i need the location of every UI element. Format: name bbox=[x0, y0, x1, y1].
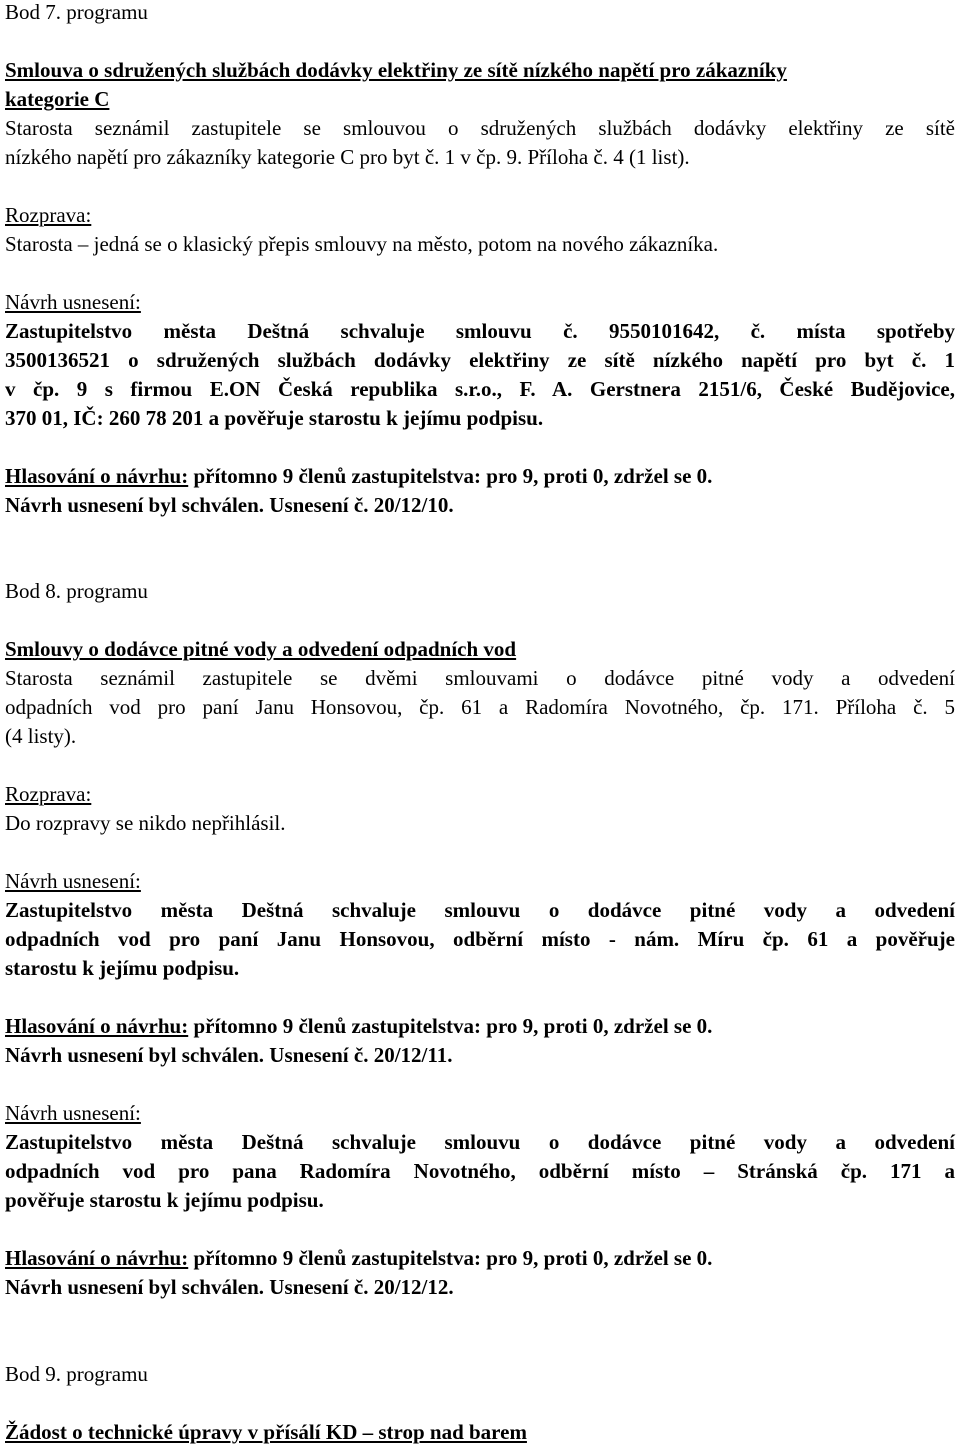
bod7-heading: Bod 7. programu bbox=[5, 0, 148, 24]
bod7-navrh-label: Návrh usnesení: bbox=[5, 290, 141, 314]
bod7-navrh-text: v čp. 9 s firmou E.ON Česká republika s.r.o., F. A. Gerstnera 2151/6, České Budějovice, bbox=[5, 377, 955, 401]
bod7-result: Návrh usnesení byl schválen. Usnesení č. 20/12/10. bbox=[5, 493, 454, 517]
bod8-rozprava-label: Rozprava: bbox=[5, 782, 92, 806]
bod8-intro-cont: odpadních vod pro paní Janu Honsovou, čp. 61 a Radomíra Novotného, čp. 171. Příloha č. 5 bbox=[5, 695, 955, 719]
bod8-vote2 bbox=[5, 1244, 955, 1273]
bod7-title-cont: kategorie C bbox=[5, 87, 110, 111]
bod8-result2: Návrh usnesení byl schválen. Usnesení č. 20/12/12. bbox=[5, 1275, 454, 1299]
bod8-navrh1-text: starostu k jejímu podpisu. bbox=[5, 956, 240, 980]
bod9-title: Žádost o technické úpravy v přísálí KD – strop nad barem bbox=[5, 1420, 527, 1444]
bod9-heading: Bod 9. programu bbox=[5, 1362, 148, 1386]
bod8-navrh2-label: Návrh usnesení: bbox=[5, 1101, 141, 1125]
bod7-rozprava-label: Rozprava: bbox=[5, 203, 92, 227]
bod7-intro-cont: nízkého napětí pro zákazníky kategorie C pro byt č. 1 v čp. 9. Příloha č. 4 (1 list). bbox=[5, 145, 690, 169]
vote-text: přítomno 9 členů zastupitelstva: pro 9, proti 0, zdržel se 0. bbox=[188, 1246, 713, 1270]
bod8-result1: Návrh usnesení byl schválen. Usnesení č. 20/12/11. bbox=[5, 1043, 453, 1067]
bod7-navrh-text: 3500136521 o sdružených službách dodávky elektřiny ze sítě nízkého napětí pro byt č. 1 bbox=[5, 348, 955, 372]
bod8-navrh2-text: odpadních vod pro pana Radomíra Novotného, odběrní místo – Stránská čp. 171 a bbox=[5, 1159, 955, 1183]
bod7-navrh-text: Zastupitelstvo města Deštná schvaluje smlouvu č. 9550101642, č. místa spotřeby bbox=[5, 319, 955, 343]
vote-label: Hlasování o návrhu: bbox=[5, 1246, 189, 1270]
vote-label: Hlasování o návrhu: bbox=[5, 464, 189, 488]
bod7-vote bbox=[5, 462, 955, 491]
bod8-intro-cont: (4 listy). bbox=[5, 724, 77, 748]
bod8-navrh1-text: odpadních vod pro paní Janu Honsovou, odběrní místo - nám. Míru čp. 61 a pověřuje bbox=[5, 927, 955, 951]
bod8-intro: Starosta seznámil zastupitele se dvěmi smlouvami o dodávce pitné vody a odvedení bbox=[5, 666, 955, 690]
bod8-navrh2-text: pověřuje starostu k jejímu podpisu. bbox=[5, 1188, 324, 1212]
bod8-title: Smlouvy o dodávce pitné vody a odvedení odpadních vod bbox=[5, 637, 517, 661]
vote-text: přítomno 9 členů zastupitelstva: pro 9, proti 0, zdržel se 0. bbox=[188, 1014, 713, 1038]
bod7-navrh-text: 370 01, IČ: 260 78 201 a pověřuje starostu k jejímu podpisu. bbox=[5, 406, 544, 430]
bod8-heading: Bod 8. programu bbox=[5, 579, 148, 603]
bod8-navrh1-text: Zastupitelstvo města Deštná schvaluje smlouvu o dodávce pitné vody a odvedení bbox=[5, 898, 955, 922]
bod8-vote1 bbox=[5, 1012, 955, 1041]
bod8-navrh2-text: Zastupitelstvo města Deštná schvaluje smlouvu o dodávce pitné vody a odvedení bbox=[5, 1130, 955, 1154]
vote-label: Hlasování o návrhu: bbox=[5, 1014, 189, 1038]
bod7-intro: Starosta seznámil zastupitele se smlouvou o sdružených službách dodávky elektřiny ze sítě bbox=[5, 116, 955, 140]
bod7-rozprava-text: Starosta – jedná se o klasický přepis smlouvy na město, potom na nového zákazníka. bbox=[5, 232, 719, 256]
bod7-title: Smlouva o sdružených službách dodávky elektřiny ze sítě nízkého napětí pro zákazníky bbox=[5, 58, 787, 82]
bod8-navrh1-label: Návrh usnesení: bbox=[5, 869, 141, 893]
vote-text: přítomno 9 členů zastupitelstva: pro 9, proti 0, zdržel se 0. bbox=[188, 464, 713, 488]
bod8-rozprava-text: Do rozpravy se nikdo nepřihlásil. bbox=[5, 811, 286, 835]
